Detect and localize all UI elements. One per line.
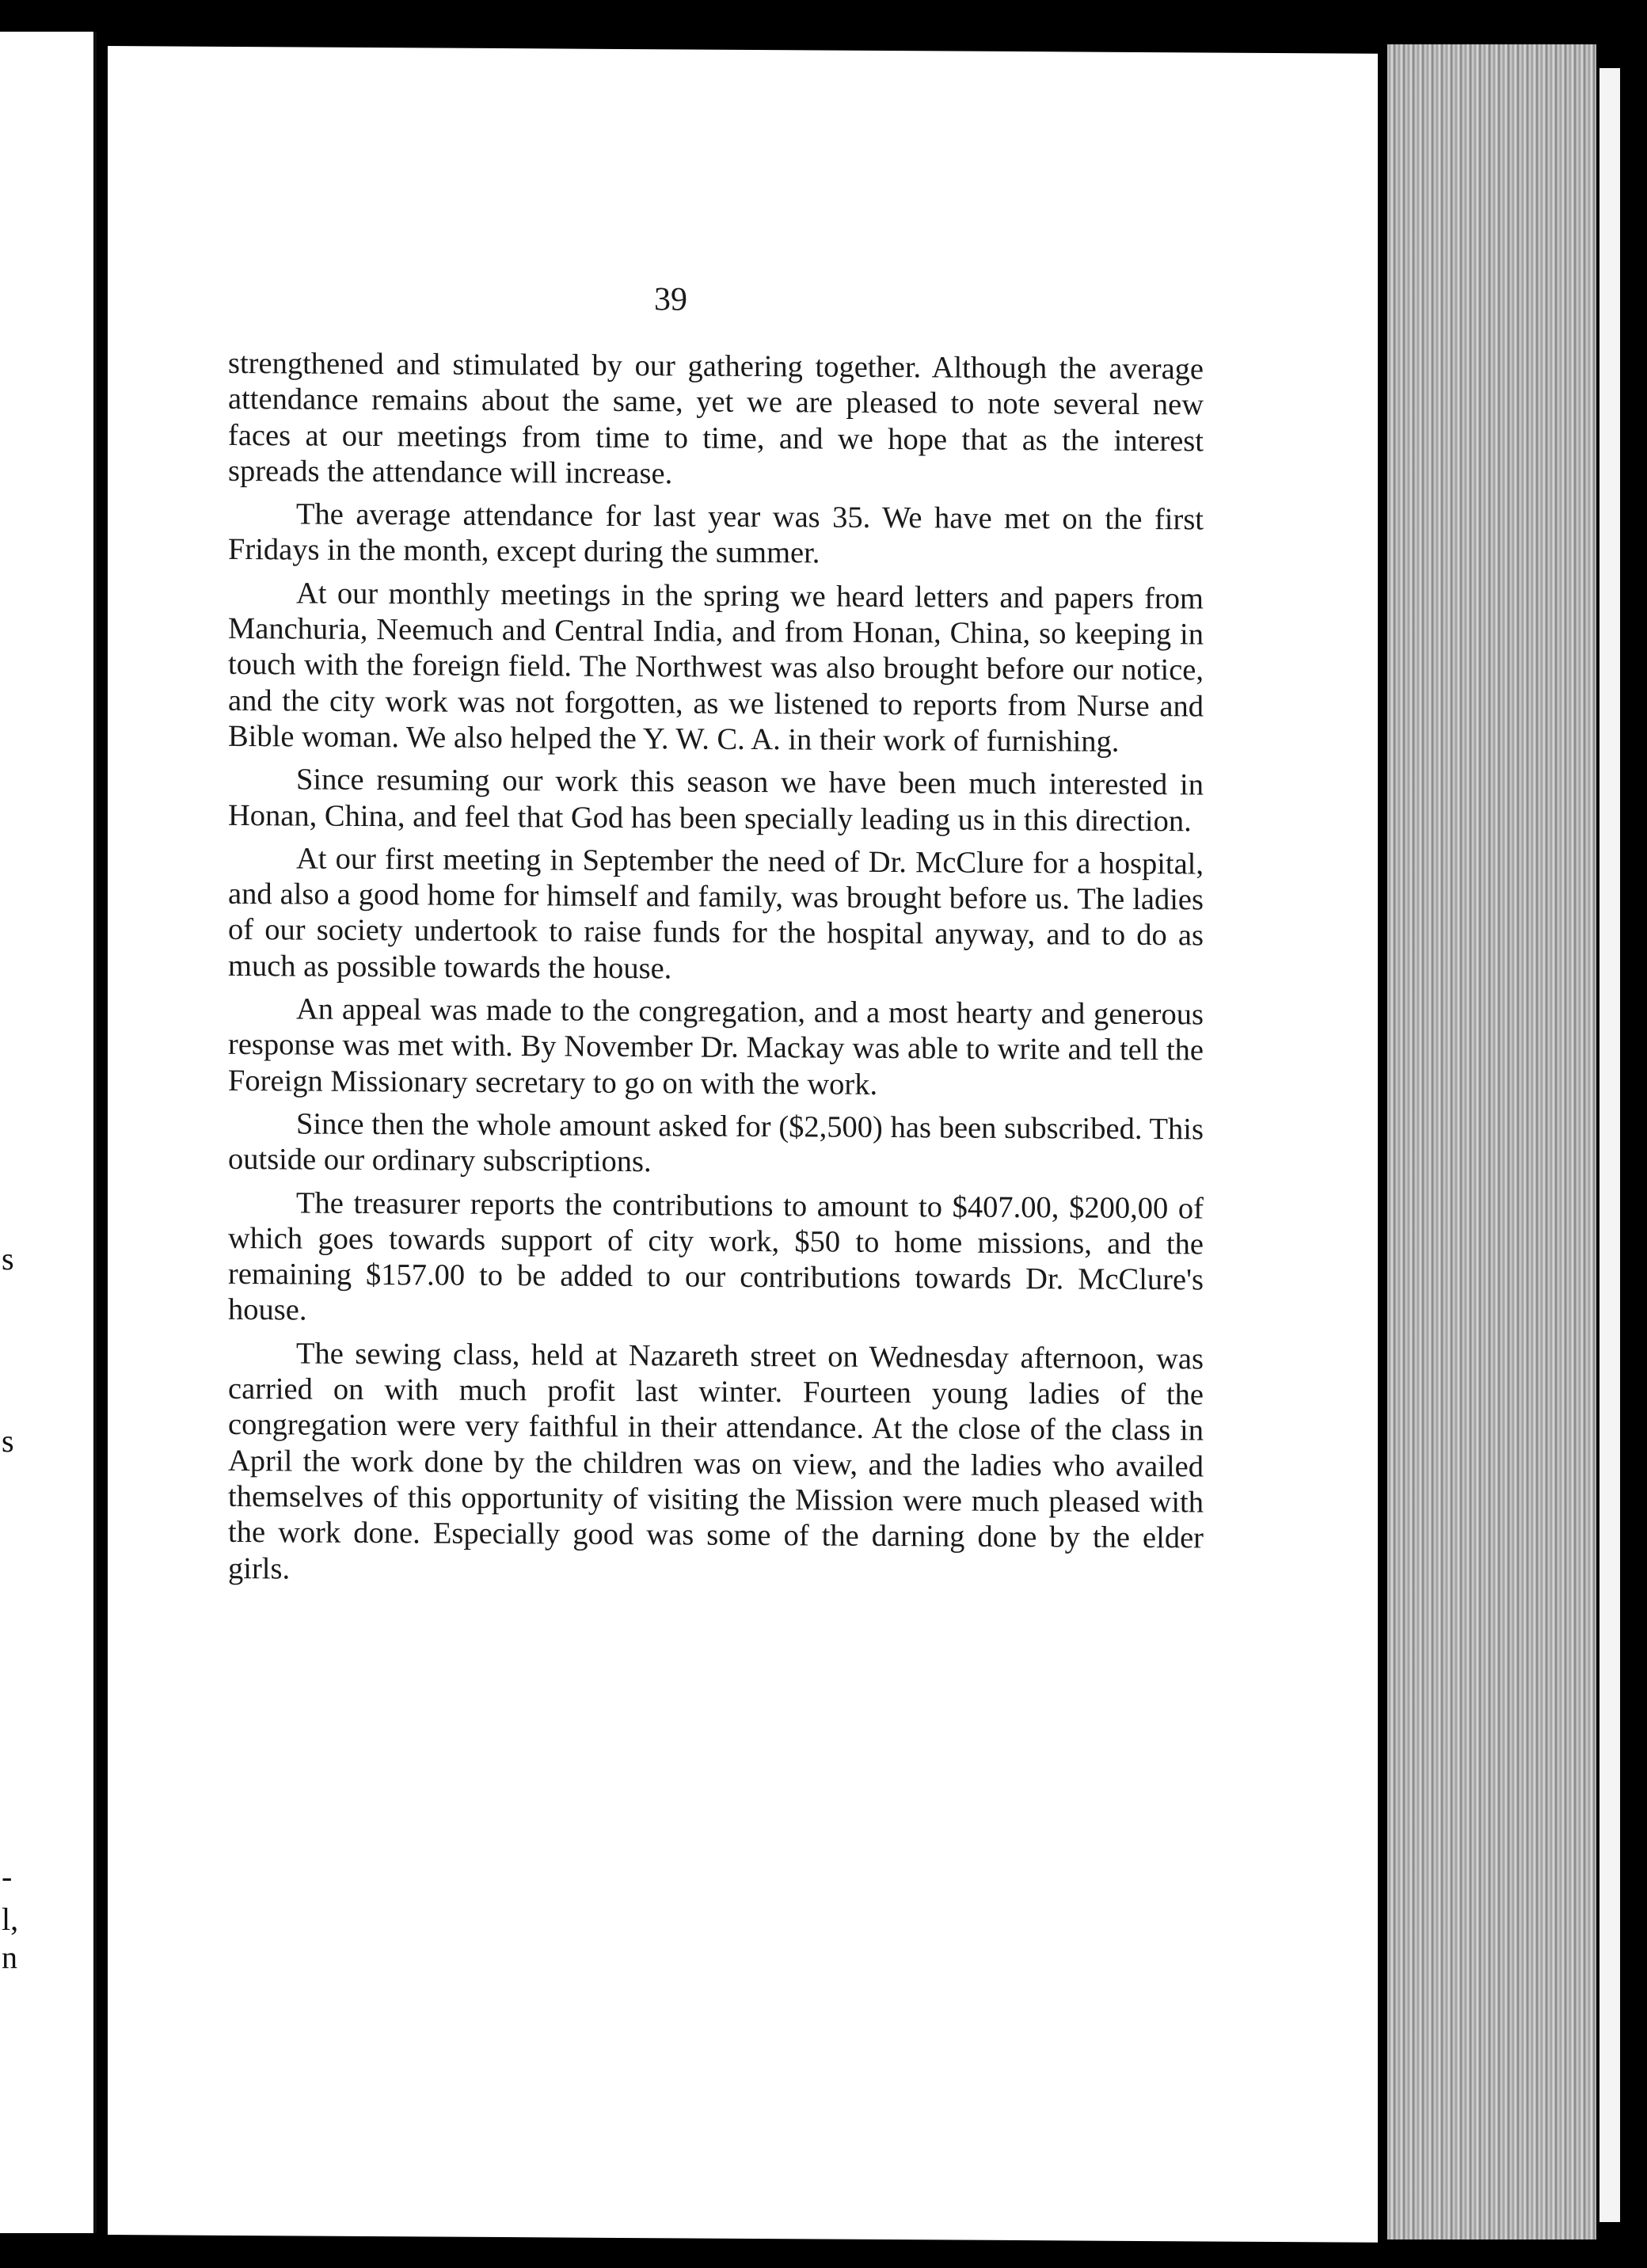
paragraph: The sewing class, held at Nazareth street on Wednesday afternoon, was carried on with much profit last winter. Fourteen young ladies of the congregation were very faithful in their attendance. At the close of the class in April the work done by the children was on view, and the ladies who availed themselves of this opportunity of visiting the Mission were much pleased with the work done. Especially good was some of the darning done by the elder girls. xyxy=(228,1337,1204,1585)
book-fore-edge xyxy=(1387,44,1596,2239)
body-text xyxy=(228,346,1204,1593)
margin-fragment: l, xyxy=(2,1901,19,1937)
book-page xyxy=(108,46,1378,2243)
paragraph: An appeal was made to the congregation, and a most hearty and generous response was met with. By November Dr. Mackay was able to write and tell the Foreign Missionary secretary to go on with the work. xyxy=(228,992,1204,1102)
paragraph: The average attendance for last year was 35. We have met on the first Fridays in the month, except during the summer. xyxy=(228,497,1204,570)
margin-fragment: s xyxy=(2,1423,14,1459)
paragraph: At our monthly meetings in the spring we heard letters and papers from Manchuria, Neemuch and Central India, and from Honan, China, so keeping in touch with the foreign field. The Northwest was also brought before our notice, and the city work was not forgotten, as we listened to reports from Nurse and Bible woman. We also helped the Y. W. C. A. in their work of furnishing. xyxy=(228,577,1204,759)
paragraph: The treasurer reports the contributions to amount to $407.00, $200,00 of which goes towards support of city work, $50 to home missions, and the remaining $157.00 to be added to our contributions towards Dr. McClure's house. xyxy=(228,1185,1204,1327)
margin-fragment: - xyxy=(2,1859,13,1894)
facing-page-edge xyxy=(0,32,97,2233)
paragraph: Since resuming our work this season we have been much interested in Honan, China, and feel that God has been specially leading us in this direction. xyxy=(228,763,1204,838)
margin-fragment: s xyxy=(2,1241,14,1277)
page-number: 39 xyxy=(654,281,687,318)
margin-fragment: n xyxy=(2,1939,17,1975)
paragraph: strengthened and stimulated by our gathering together. Although the average attendance remains about the same, yet we are pleased to note several new faces at our meetings from time to time, and we hope that as the interest spreads the attendance will increase. xyxy=(228,346,1204,491)
paragraph: At our first meeting in September the need of Dr. McClure for a hospital, and also a good home for himself and family, was brought before us. The ladies of our society undertook to raise funds for the hospital anyway, and to do as much as possible towards the house. xyxy=(228,842,1204,986)
paragraph: Since then the whole amount asked for ($2,500) has been subscribed. This outside our ordinary subscriptions. xyxy=(228,1107,1204,1179)
